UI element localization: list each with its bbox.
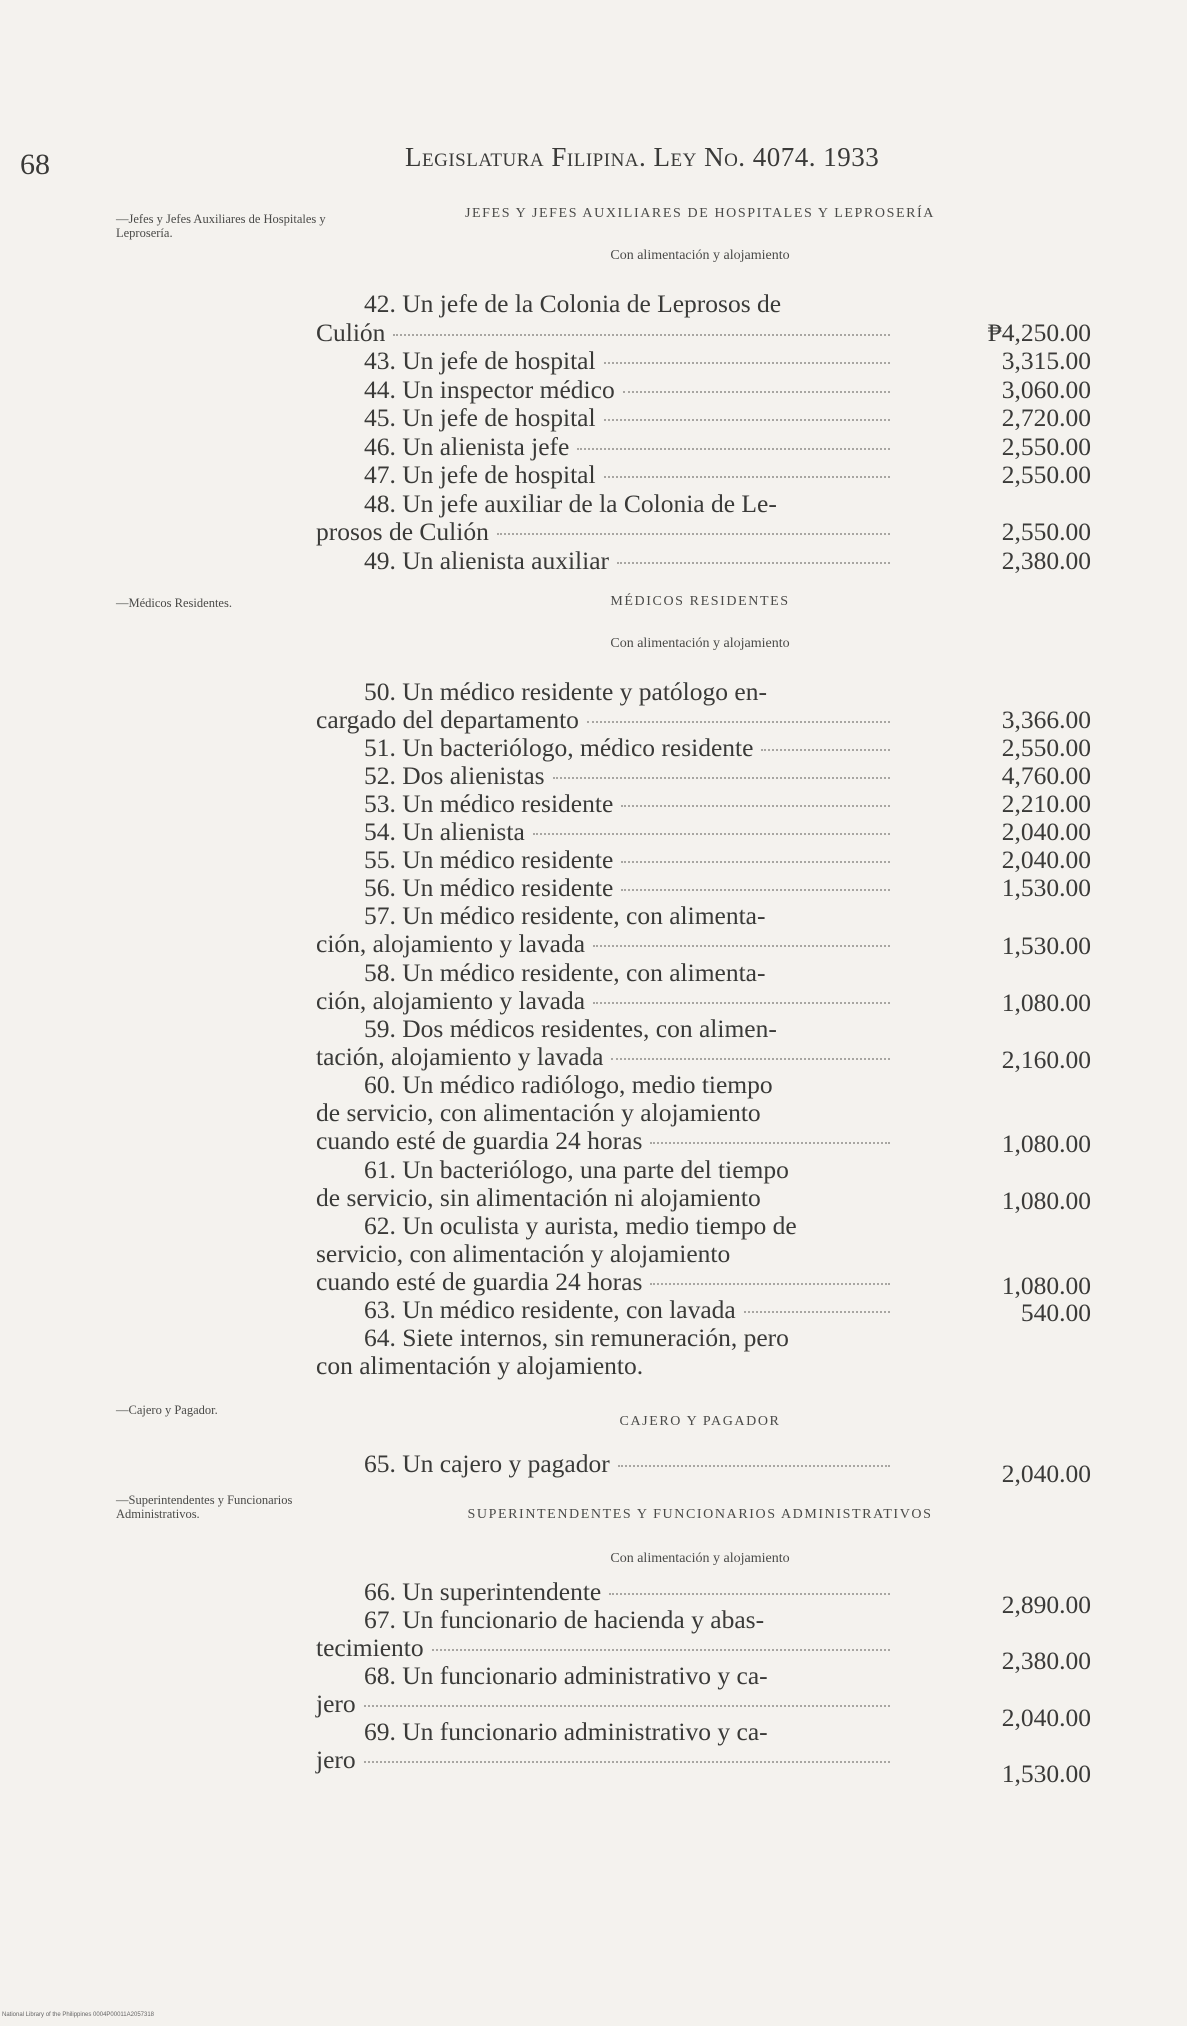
amount: 2,720.00: [1001, 403, 1091, 432]
amount: 2,040.00: [1001, 817, 1091, 846]
amount: 2,040.00: [1001, 1703, 1091, 1732]
amount: 2,380.00: [1001, 546, 1091, 575]
entry-line: de servicio, con alimentación y alojamiento: [316, 1098, 761, 1127]
entry-line: 48. Un jefe auxiliar de la Colonia de Le-: [364, 489, 777, 518]
entry-line: 63. Un médico residente, con lavada: [316, 1296, 890, 1324]
entry-line: 59. Dos médicos residentes, con alimen-: [364, 1014, 777, 1043]
entry-line: 57. Un médico residente, con alimenta-: [364, 901, 766, 930]
margin-note: —Superintendentes y Funcionarios Administrativos.: [116, 1493, 293, 1521]
entry-line: jero: [316, 1746, 890, 1774]
margin-note: —Cajero y Pagador.: [116, 1403, 218, 1417]
entry-line: 49. Un alienista auxiliar: [316, 547, 890, 575]
section-subtitle: Con alimentación y alojamiento: [610, 636, 790, 651]
entry-line: 52. Dos alienistas: [316, 762, 890, 790]
amount: 2,550.00: [1001, 733, 1091, 762]
amount: 1,080.00: [1001, 1186, 1091, 1215]
entry-line: 51. Un bacteriólogo, médico residente: [316, 734, 890, 762]
amount: 1,080.00: [1001, 1271, 1091, 1300]
amount: 2,550.00: [1001, 432, 1091, 461]
entry-line: Culión: [316, 319, 890, 347]
amount: 1,080.00: [1001, 988, 1091, 1017]
entry-line: 56. Un médico residente: [316, 874, 890, 902]
entry-line: 43. Un jefe de hospital: [316, 347, 890, 375]
entry-line: 46. Un alienista jefe: [316, 433, 890, 461]
entry-line: 68. Un funcionario administrativo y ca-: [364, 1661, 768, 1690]
entry-line: 61. Un bacteriólogo, una parte del tiempo: [364, 1155, 789, 1184]
page-number: 68: [20, 148, 50, 181]
entry-line: tecimiento: [316, 1634, 890, 1662]
amount: 3,060.00: [1001, 375, 1091, 404]
section-title: MÉDICOS RESIDENTES: [610, 594, 790, 609]
entry-line: 54. Un alienista: [316, 818, 890, 846]
entry-line: 42. Un jefe de la Colonia de Leprosos de: [364, 289, 782, 318]
amount: 2,210.00: [1001, 789, 1091, 818]
entry-line: 62. Un oculista y aurista, medio tiempo de: [364, 1211, 797, 1240]
amount: 2,550.00: [1001, 460, 1091, 489]
amount: 1,530.00: [1001, 931, 1091, 960]
entry-line: 69. Un funcionario administrativo y ca-: [364, 1717, 768, 1746]
entry-line: 66. Un superintendente: [316, 1578, 890, 1606]
entry-line: 67. Un funcionario de hacienda y abas-: [364, 1605, 765, 1634]
entry-line: con alimentación y alojamiento.: [316, 1351, 644, 1380]
amount: 2,890.00: [1001, 1590, 1091, 1619]
section-subtitle: Con alimentación y alojamiento: [610, 1551, 790, 1566]
entry-line: prosos de Culión: [316, 518, 890, 546]
section-title: JEFES Y JEFES AUXILIARES DE HOSPITALES Y LEPROSERÍA: [464, 206, 936, 221]
amount: 2,550.00: [1001, 517, 1091, 546]
amount: 4,760.00: [1001, 761, 1091, 790]
running-head: Legislatura Filipina. Ley No. 4074. 1933: [405, 142, 880, 172]
amount: 540.00: [1020, 1298, 1091, 1327]
margin-note: —Jefes y Jefes Auxiliares de Hospitales y Leprosería.: [116, 212, 326, 240]
margin-note: —Médicos Residentes.: [116, 596, 232, 610]
section-subtitle: Con alimentación y alojamiento: [610, 248, 790, 263]
amount: 3,366.00: [1001, 705, 1091, 734]
entry-line: 47. Un jefe de hospital: [316, 461, 890, 489]
entry-line: cuando esté de guardia 24 horas: [316, 1127, 890, 1155]
entry-line: 44. Un inspector médico: [316, 376, 890, 404]
entry-line: 60. Un médico radiólogo, medio tiempo: [364, 1070, 773, 1099]
amount: 3,315.00: [1001, 346, 1091, 375]
amount: 1,530.00: [1001, 873, 1091, 902]
entry-line: 64. Siete internos, sin remuneración, pero: [364, 1323, 789, 1352]
entry-line: 55. Un médico residente: [316, 846, 890, 874]
section-title: CAJERO Y PAGADOR: [619, 1414, 781, 1429]
amount: 2,040.00: [1001, 1459, 1091, 1488]
entry-line: 45. Un jefe de hospital: [316, 404, 890, 432]
footer-text: National Library of the Philippines 0004P00011A2057318: [2, 2012, 155, 2018]
entry-line: servicio, con alimentación y alojamiento: [316, 1239, 731, 1268]
section-title: SUPERINTENDENTES Y FUNCIONARIOS ADMINISTRATIVOS: [467, 1507, 933, 1522]
entry-line: 50. Un médico residente y patólogo en-: [364, 677, 767, 706]
entry-line: 65. Un cajero y pagador: [316, 1450, 890, 1478]
amount: 2,040.00: [1001, 845, 1091, 874]
entry-line: de servicio, sin alimentación ni alojamiento: [316, 1183, 761, 1212]
amount: ₱4,250.00: [987, 318, 1091, 347]
entry-line: 58. Un médico residente, con alimenta-: [364, 958, 766, 987]
amount: 1,530.00: [1001, 1759, 1091, 1788]
amount: 2,380.00: [1001, 1646, 1091, 1675]
entry-line: cuando esté de guardia 24 horas: [316, 1268, 890, 1296]
entry-line: ción, alojamiento y lavada: [316, 930, 890, 958]
amount: 1,080.00: [1001, 1129, 1091, 1158]
entry-line: cargado del departamento: [316, 706, 890, 734]
amount: 2,160.00: [1001, 1045, 1091, 1074]
entry-line: jero: [316, 1690, 890, 1718]
entry-line: tación, alojamiento y lavada: [316, 1043, 890, 1071]
entry-line: 53. Un médico residente: [316, 790, 890, 818]
entry-line: ción, alojamiento y lavada: [316, 987, 890, 1015]
